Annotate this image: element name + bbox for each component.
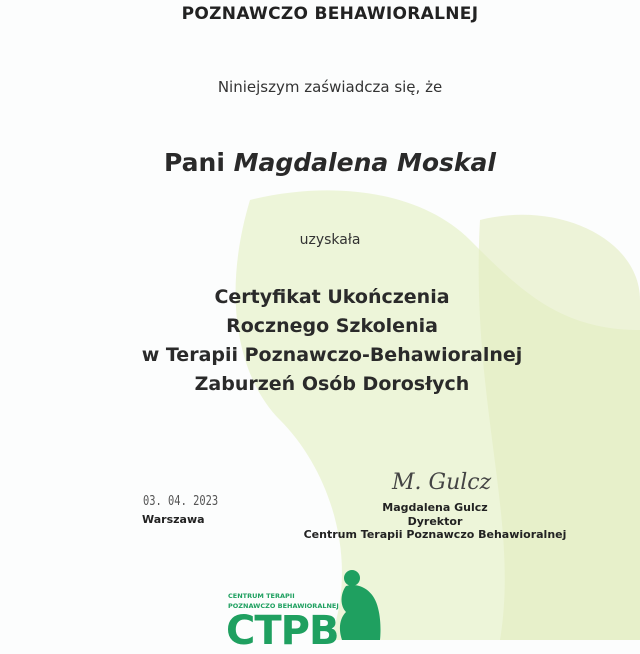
signature: M. Gulcz: [392, 470, 492, 495]
recipient-name: [10, 148, 640, 177]
certificate-title-line: Certyfikat Ukończenia: [214, 286, 450, 308]
certificate-title-line: Zaburzeń Osób Dorosłych: [194, 373, 470, 395]
signatory-name: Magdalena Gulcz: [382, 501, 488, 514]
recipient-prefix: Pani: [164, 148, 225, 177]
certificate-title-line: Rocznego Szkolenia: [226, 315, 438, 337]
signatory-organization: Centrum Terapii Poznawczo Behawioralnej: [303, 528, 567, 541]
issue-date: 03. 04. 2023: [143, 494, 219, 509]
logo-line1: CENTRUM TERAPII: [228, 592, 295, 600]
logo-line2: POZNAWCZO BEHAWIORALNEJ: [228, 602, 339, 610]
signatory-role: Dyrektor: [407, 515, 463, 528]
intro-text: Niniejszym zaświadcza się, że: [217, 78, 443, 96]
certificate-title-line: w Terapii Poznawczo-Behawioralnej: [141, 344, 523, 366]
thinker-icon: [334, 568, 384, 640]
obtained-text: uzyskała: [299, 232, 361, 248]
logo-acronym: CTPB: [226, 608, 339, 654]
recipient-fullname: Magdalena Moskal: [233, 148, 496, 177]
certificate-header: POZNAWCZO BEHAWIORALNEJ: [181, 4, 479, 24]
issue-city: Warszawa: [142, 513, 205, 526]
